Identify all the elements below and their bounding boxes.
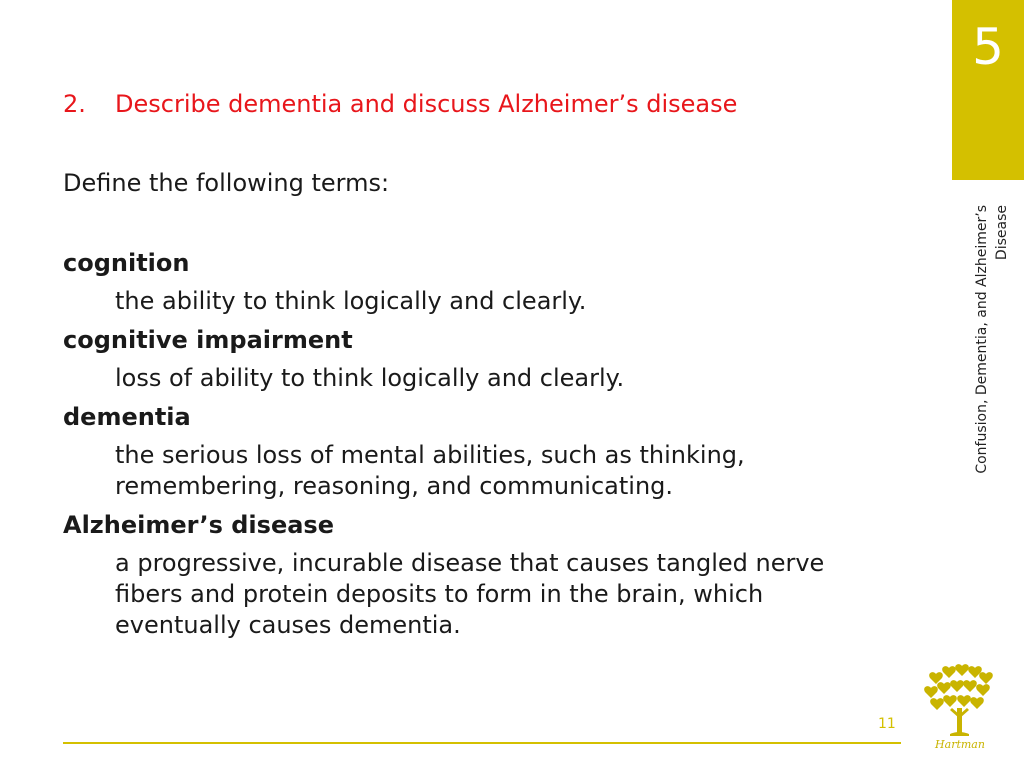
term-definition: [115, 440, 923, 502]
definition-line: remembering, reasoning, and communicating.: [115, 472, 674, 500]
term-definition: [115, 548, 923, 641]
term-definition: [115, 363, 923, 394]
term-heading: cognitive impairment: [63, 326, 353, 354]
logo-wordmark: Hartman: [935, 738, 985, 751]
term-definition: [115, 286, 923, 317]
term-heading: cognition: [63, 249, 190, 277]
chapter-number: 5: [972, 18, 1004, 76]
objective-number: 2.: [63, 90, 86, 118]
definition-line: the serious loss of mental abilities, such as thinking,: [115, 441, 745, 469]
definition-line: a progressive, incurable disease that causes tangled nerve: [115, 549, 825, 577]
tree-of-hearts-logo-icon: [922, 660, 998, 756]
learning-objective: [63, 90, 737, 118]
lead-text: Define the following terms:: [63, 169, 390, 197]
chapter-title: [972, 205, 1016, 511]
page-number: 11: [878, 716, 896, 732]
term-heading: Alzheimer’s disease: [63, 511, 334, 539]
term-heading: dementia: [63, 403, 191, 431]
footer-divider: [63, 742, 901, 744]
chapter-title-line: Disease: [994, 205, 1010, 261]
term-list: [63, 248, 923, 649]
definition-line: the ability to think logically and clearly.: [115, 287, 587, 315]
objective-text: Describe dementia and discuss Alzheimer’s disease: [115, 90, 738, 118]
chapter-tab: [952, 0, 1024, 180]
definition-line: fibers and protein deposits to form in the brain, which: [115, 580, 764, 608]
chapter-title-line: Confusion, Dementia, and Alzheimer’s: [974, 205, 990, 474]
definition-line: loss of ability to think logically and clearly.: [115, 364, 625, 392]
definition-line: eventually causes dementia.: [115, 611, 461, 639]
